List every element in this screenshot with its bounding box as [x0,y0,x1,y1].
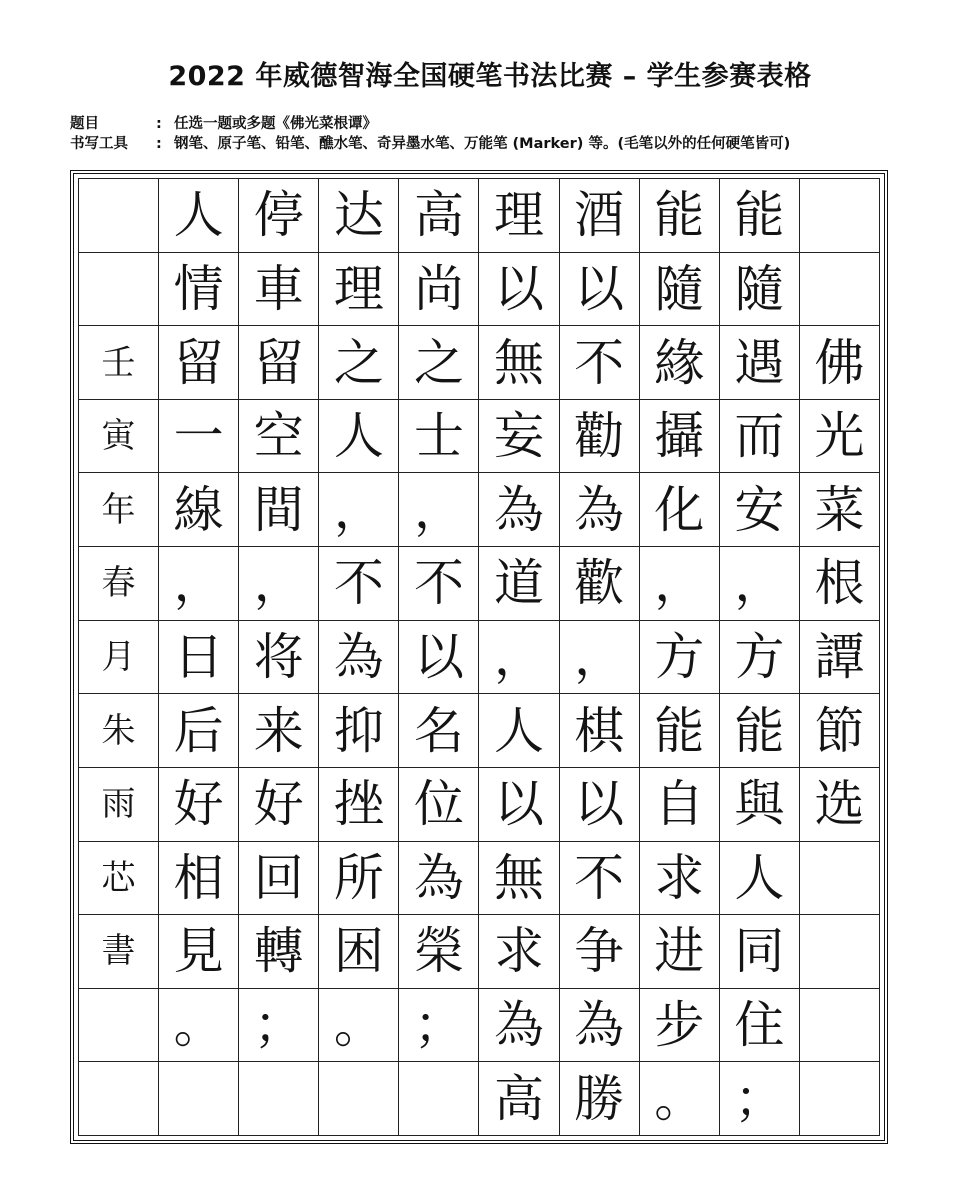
grid-cell: 為 [479,989,559,1063]
grid-cell [399,1062,479,1136]
grid-cell: 理 [319,253,399,327]
grid-cell: 尚 [399,253,479,327]
grid-cell: 隨 [720,253,800,327]
grid-cell: 之 [399,326,479,400]
heading-cell [800,842,880,916]
grid-cell: 后 [159,694,239,768]
grid-cell: 化 [640,473,720,547]
grid-cell: 線 [159,473,239,547]
grid-cell: 日 [159,621,239,695]
topic-row [70,114,790,134]
grid-cell: 不 [399,547,479,621]
grid-cell: 来 [239,694,319,768]
grid-cell: 。 [319,989,399,1063]
heading-cell [800,915,880,989]
grid-cell [239,1062,319,1136]
grid-cell: 之 [319,326,399,400]
grid-cell: ； [239,989,319,1063]
grid-cell: 求 [479,915,559,989]
grid-cell: 好 [239,768,319,842]
grid-cell: 榮 [399,915,479,989]
grid-cell: 理 [479,179,559,253]
topic-separator: : [156,116,162,132]
heading-cell [800,1062,880,1136]
grid-cell: ， [560,621,640,695]
tools-label: 书写工具 [70,136,128,152]
grid-cell: 人 [319,400,399,474]
topic-value: 任选一题或多题《佛光菜根谭》 [174,116,377,132]
grid-cell: 抑 [319,694,399,768]
grid-cell: 為 [319,621,399,695]
grid-cell: 。 [640,1062,720,1136]
grid-cell: 安 [720,473,800,547]
grid-cell: 留 [239,326,319,400]
signature-cell: 芯 [79,842,159,916]
heading-cell: 佛 [800,326,880,400]
grid-cell: 道 [479,547,559,621]
heading-cell: 根 [800,547,880,621]
heading-cell: 光 [800,400,880,474]
tools-row [70,134,790,154]
signature-cell: 雨 [79,768,159,842]
grid-cell: ， [479,621,559,695]
grid-cell: 方 [720,621,800,695]
topic-label: 题目 [70,116,99,132]
grid-cell: 所 [319,842,399,916]
grid-cell [159,1062,239,1136]
grid-cell: ； [720,1062,800,1136]
grid-cell: ， [399,473,479,547]
tools-value: 钢笔、原子笔、铅笔、醮水笔、奇异墨水笔、万能笔 (Marker) 等。(毛笔以外的任何硬笔皆可) [174,136,791,152]
grid-cell: 挫 [319,768,399,842]
signature-cell: 月 [79,621,159,695]
grid-cell: 無 [479,842,559,916]
grid-cell: ， [640,547,720,621]
grid-cell: 歡 [560,547,640,621]
grid-cell: 能 [640,694,720,768]
grid-cell: 以 [479,768,559,842]
grid-cell: 不 [560,842,640,916]
grid-cell: 車 [239,253,319,327]
grid-cell: 空 [239,400,319,474]
grid-cell: 相 [159,842,239,916]
heading-cell [800,253,880,327]
grid-cell: 情 [159,253,239,327]
grid-cell: 回 [239,842,319,916]
grid-cell: ； [399,989,479,1063]
grid-cell: 困 [319,915,399,989]
grid-cell: 能 [720,179,800,253]
signature-cell: 寅 [79,400,159,474]
grid-cell: 而 [720,400,800,474]
grid-cell: 能 [640,179,720,253]
grid-cell: 棋 [560,694,640,768]
grid-cell: 自 [640,768,720,842]
grid-cell: 勸 [560,400,640,474]
grid-cell: 不 [319,547,399,621]
grid-cell: 。 [159,989,239,1063]
grid-cell: ， [239,547,319,621]
signature-cell [79,989,159,1063]
grid-cell: 停 [239,179,319,253]
grid-cell: 留 [159,326,239,400]
heading-cell [800,989,880,1063]
page-title: 2022 年威德智海全国硬笔书法比赛 – 学生参赛表格 [168,61,812,92]
grid-cell: 遇 [720,326,800,400]
signature-cell [79,253,159,327]
grid-cell: ， [159,547,239,621]
heading-cell: 菜 [800,473,880,547]
signature-cell: 朱 [79,694,159,768]
grid-cell: 士 [399,400,479,474]
grid-cell: 緣 [640,326,720,400]
grid-cell: 进 [640,915,720,989]
grid-cell [319,1062,399,1136]
grid-cell: 轉 [239,915,319,989]
grid-cell: 與 [720,768,800,842]
grid-cell: 求 [640,842,720,916]
grid-cell: 見 [159,915,239,989]
grid-cell: 好 [159,768,239,842]
grid-cell: 高 [399,179,479,253]
grid-cell: 一 [159,400,239,474]
grid-cell: 酒 [560,179,640,253]
heading-cell: 选 [800,768,880,842]
grid-cell: 争 [560,915,640,989]
heading-cell [800,179,880,253]
grid-cell: 住 [720,989,800,1063]
signature-cell [79,179,159,253]
grid-cell: 人 [720,842,800,916]
grid-cell: 以 [399,621,479,695]
grid-cell: 名 [399,694,479,768]
writing-grid [78,178,880,1136]
grid-cell: 妄 [479,400,559,474]
grid-cell: 能 [720,694,800,768]
grid-cell: ， [720,547,800,621]
grid-cell: 以 [560,253,640,327]
grid-cell: ， [319,473,399,547]
signature-cell: 春 [79,547,159,621]
grid-cell: 勝 [560,1062,640,1136]
grid-cell: 达 [319,179,399,253]
signature-cell [79,1062,159,1136]
signature-cell: 書 [79,915,159,989]
grid-cell: 同 [720,915,800,989]
grid-cell: 攝 [640,400,720,474]
grid-cell: 步 [640,989,720,1063]
grid-cell: 方 [640,621,720,695]
grid-cell: 為 [479,473,559,547]
form-info [70,114,790,154]
grid-cell: 高 [479,1062,559,1136]
grid-cell: 不 [560,326,640,400]
grid-cell: 無 [479,326,559,400]
grid-cell: 為 [560,989,640,1063]
heading-cell: 節 [800,694,880,768]
heading-cell: 譚 [800,621,880,695]
grid-cell: 人 [479,694,559,768]
grid-cell: 為 [399,842,479,916]
grid-cell: 以 [560,768,640,842]
tools-separator: : [156,136,162,152]
grid-cell: 為 [560,473,640,547]
grid-cell: 将 [239,621,319,695]
grid-cell: 隨 [640,253,720,327]
grid-cell: 人 [159,179,239,253]
grid-cell: 間 [239,473,319,547]
signature-cell: 年 [79,473,159,547]
grid-cell: 位 [399,768,479,842]
grid-cell: 以 [479,253,559,327]
signature-cell: 壬 [79,326,159,400]
